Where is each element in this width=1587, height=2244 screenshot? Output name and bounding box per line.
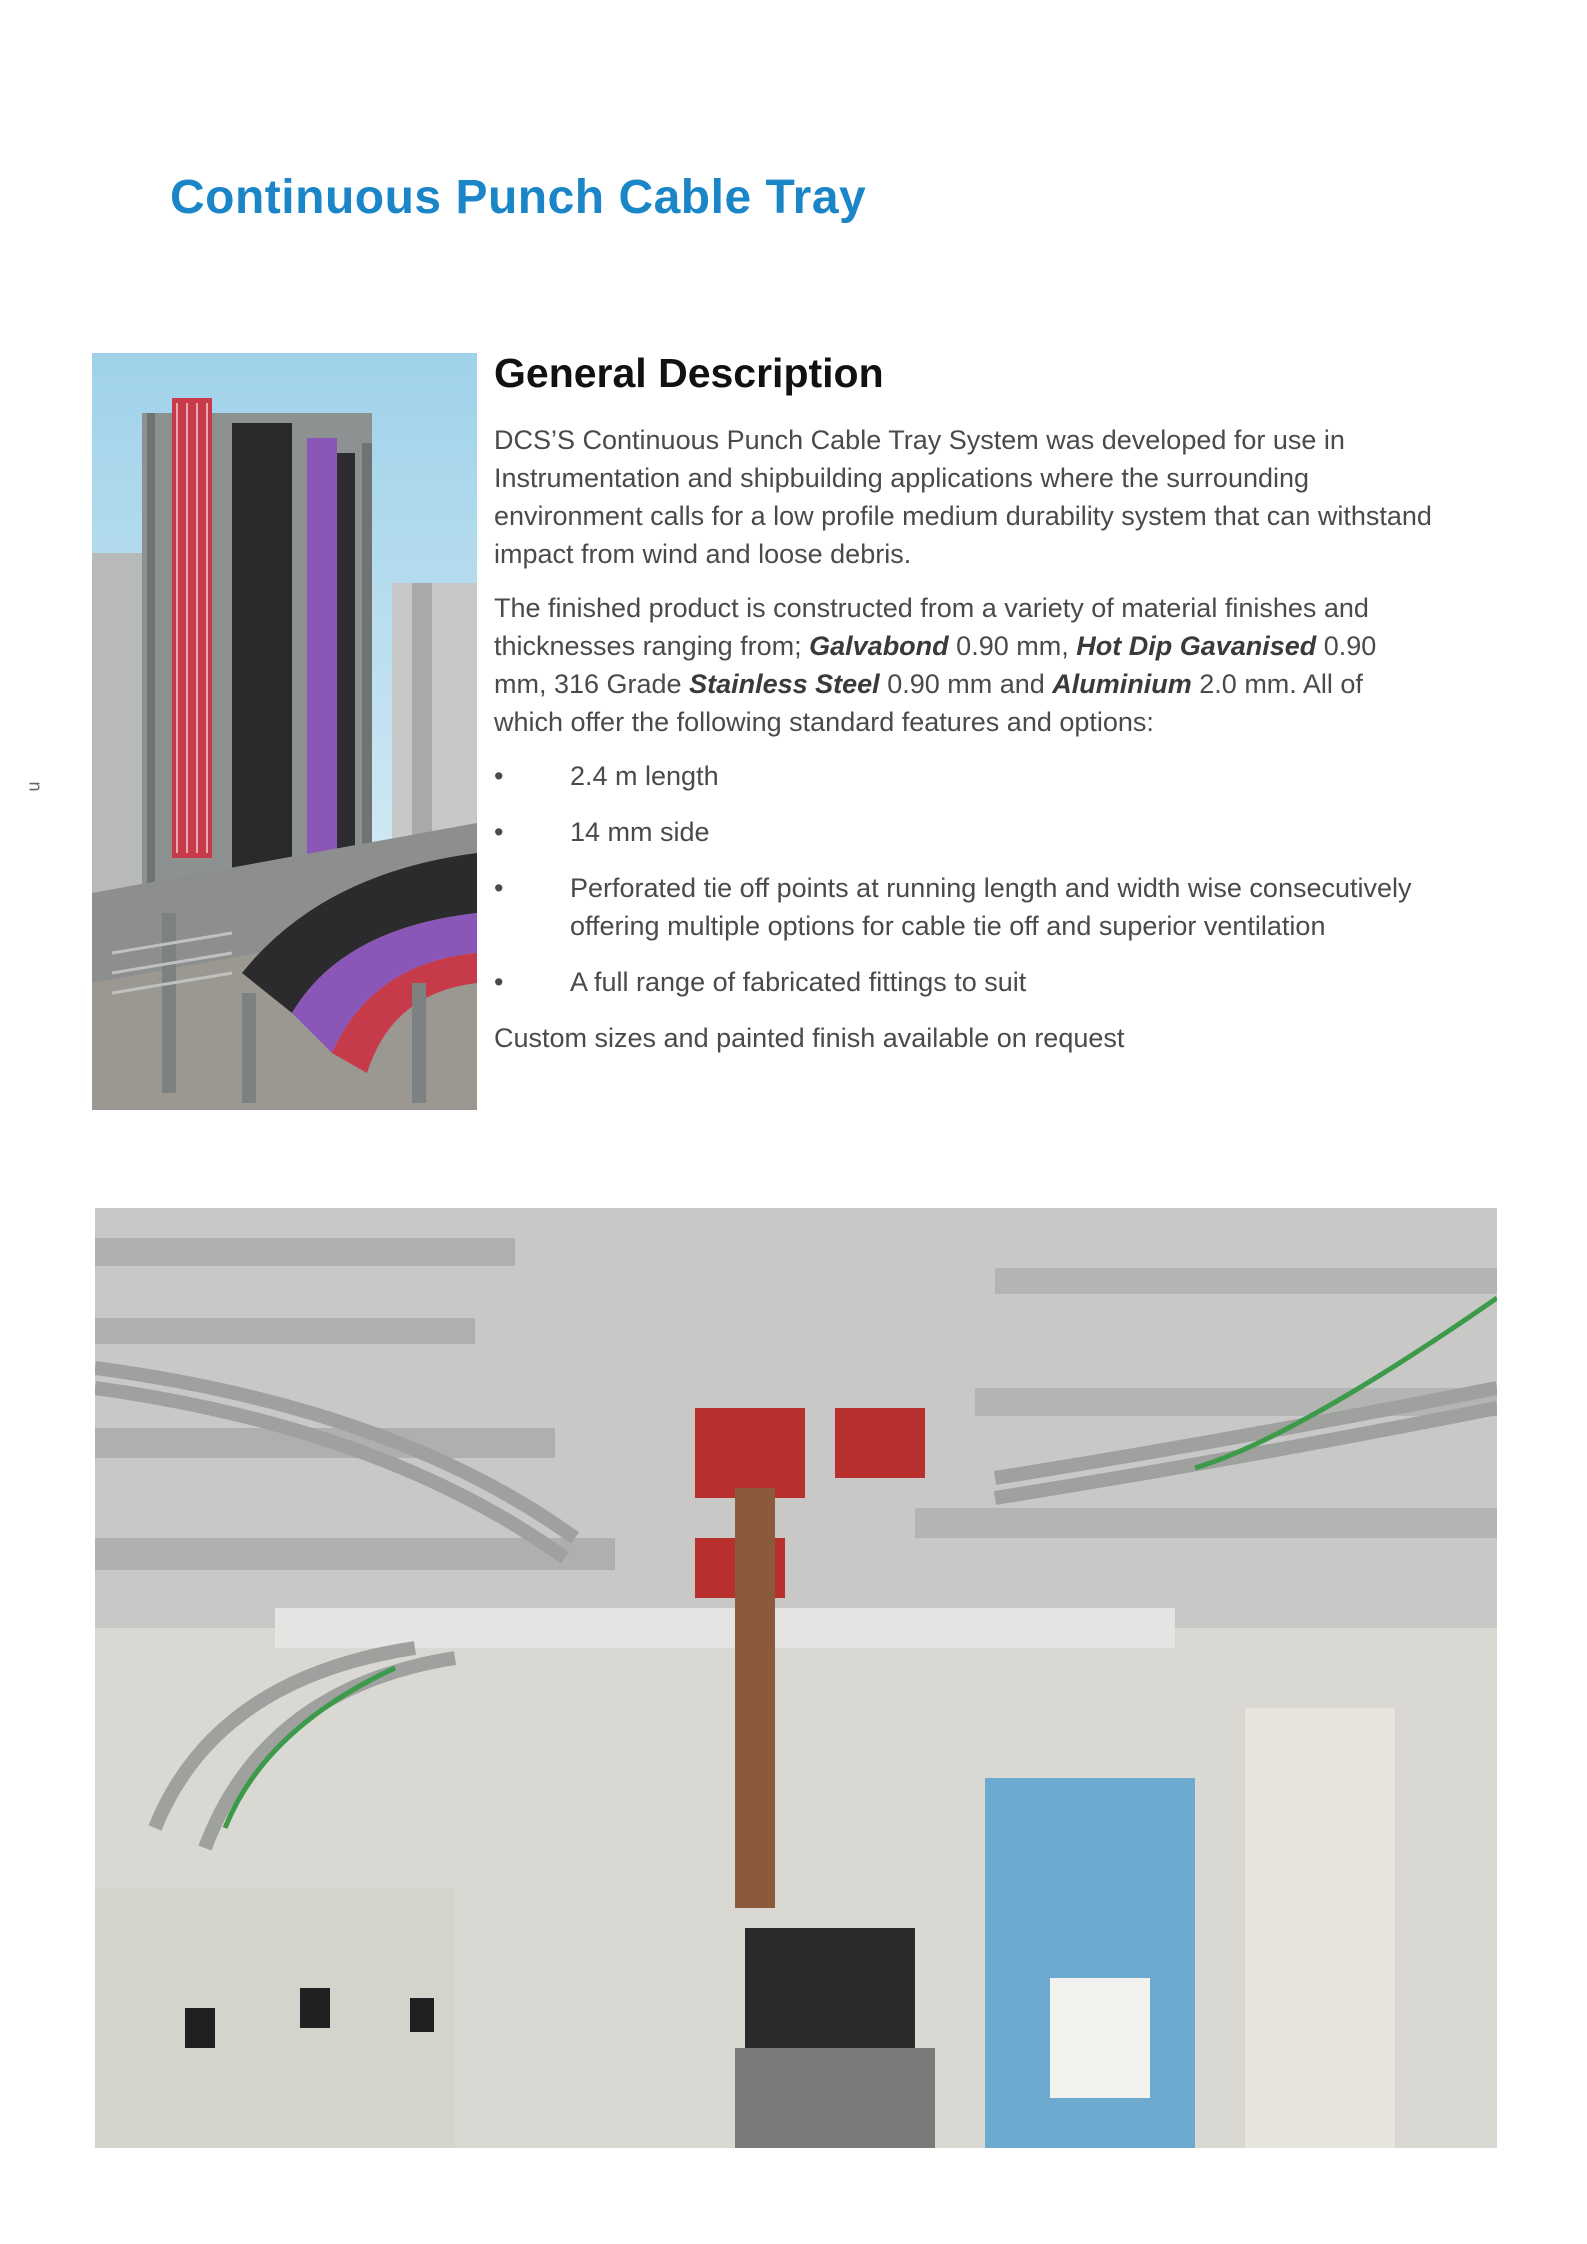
closing-note: Custom sizes and painted finish available on request xyxy=(494,1023,1125,1053)
section-heading: General Description xyxy=(494,350,884,396)
features-list xyxy=(494,757,1434,1001)
finishes-lead: The finished product is constructed from a variety of material finishes and thicknesses ranging from; xyxy=(494,593,1369,661)
material-aluminium: Aluminium xyxy=(1052,669,1192,699)
bullet-icon: • xyxy=(494,817,504,847)
intro-paragraph: DCS’S Continuous Punch Cable Tray System was developed for use in Instrumentation and shipbuilding applications where the surrounding environment calls for a low profile medium durability system that can withstand impact from wind and loose debris. xyxy=(494,425,1432,569)
material-galvabond: Galvabond xyxy=(809,631,949,661)
hot-dip-spec: 0.90 mm, 316 Grade xyxy=(494,631,1377,699)
page-title: Continuous Punch Cable Tray xyxy=(170,171,867,224)
aluminium-spec: 2.0 mm. xyxy=(1191,669,1297,699)
cable-tray-riser-photo xyxy=(92,353,477,1110)
finishes-paragraph xyxy=(494,589,1434,741)
finishes-tail: All of which offer the following standard features and options: xyxy=(494,669,1363,737)
bullet-icon: • xyxy=(494,761,504,791)
bullet-icon: • xyxy=(494,873,504,903)
switchroom-cable-tray-photo xyxy=(95,1208,1497,2148)
stainless-spec: 0.90 mm and xyxy=(879,669,1053,699)
general-description-section xyxy=(494,345,1434,1073)
list-item: • Perforated tie off points at running length and width wise consecutively offering multiple options for cable tie off and superior ventilation xyxy=(494,869,1434,945)
list-item: • A full range of fabricated fittings to suit xyxy=(494,963,1434,1001)
page-margin-mark: n xyxy=(25,781,46,792)
material-stainless: Stainless Steel xyxy=(689,669,880,699)
material-hot-dip: Hot Dip Gavanised xyxy=(1076,631,1317,661)
galvabond-spec: 0.90 mm, xyxy=(948,631,1077,661)
list-item: • 2.4 m length xyxy=(494,757,1434,795)
list-item: • 14 mm side xyxy=(494,813,1434,851)
bullet-icon: • xyxy=(494,967,504,997)
